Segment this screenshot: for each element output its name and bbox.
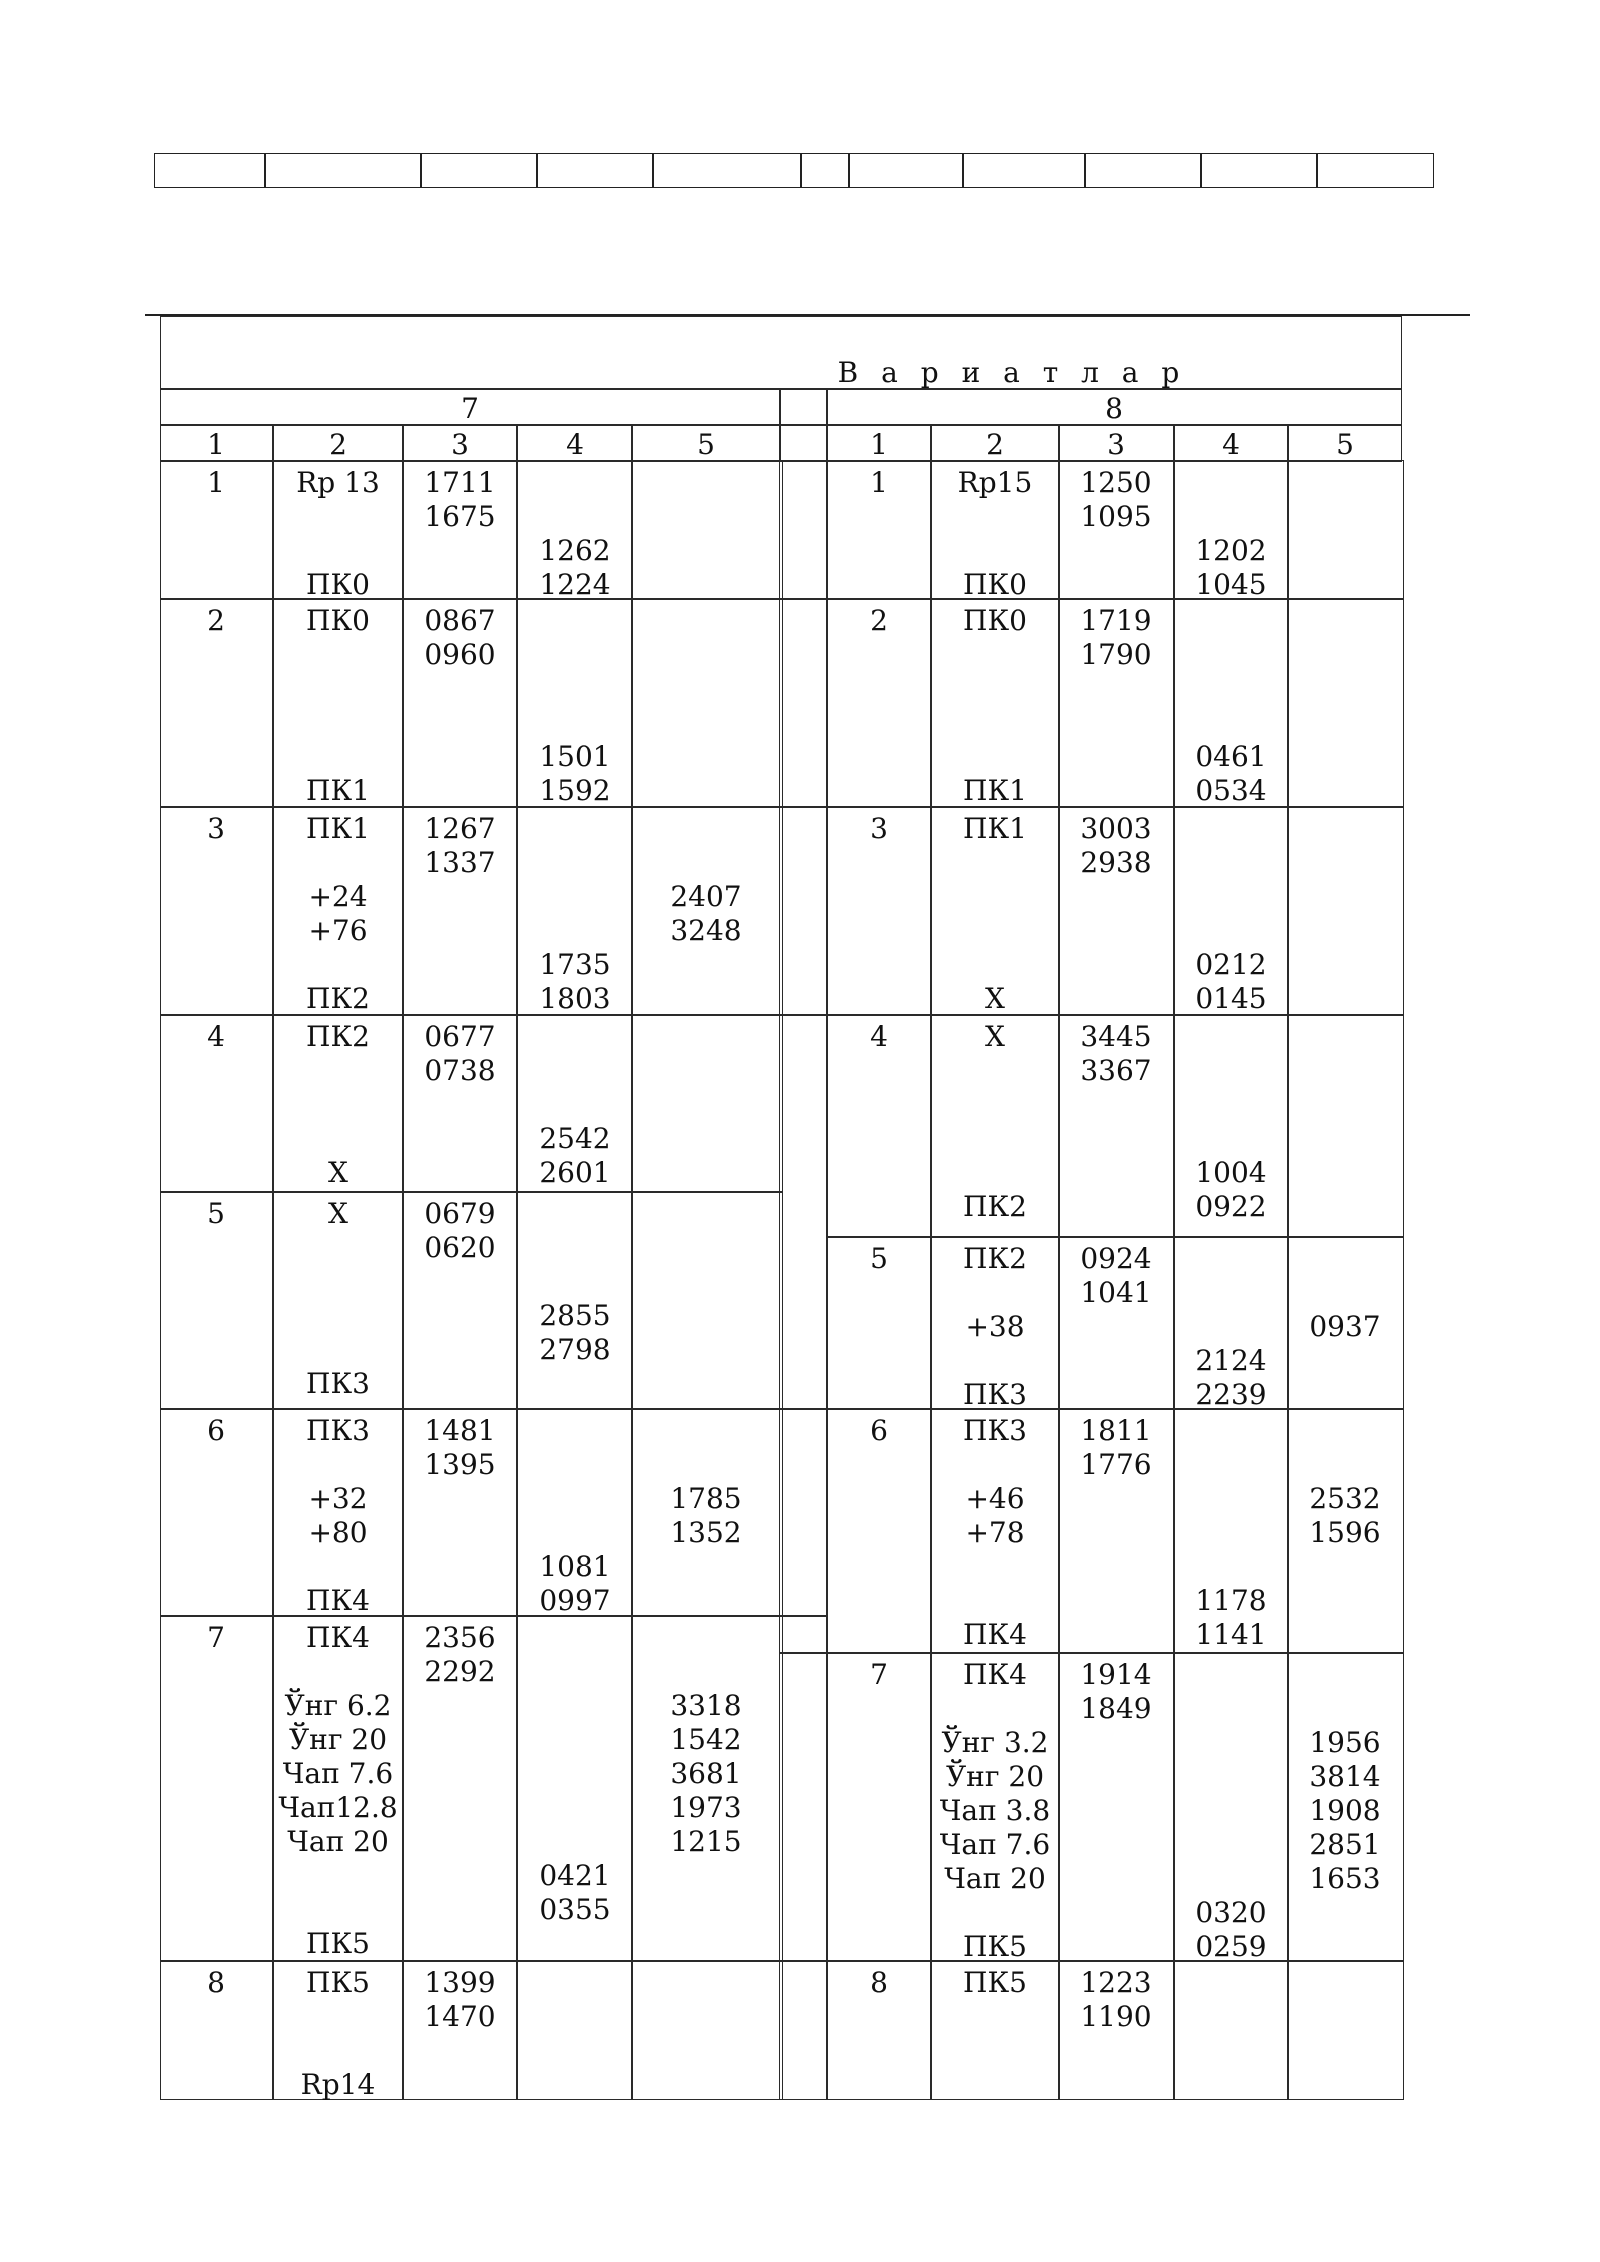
v7-cell-value: 1675 [424,500,496,533]
col-header: 3 [451,428,469,461]
v8-cell-value: Чап 3.8 [939,1794,1051,1827]
v7-cell-value: Чап 20 [287,1825,389,1858]
v7-cell-value: 2542 [539,1122,611,1155]
v7-row-8-cell [631,1960,783,2100]
v7-row-number: 2 [207,604,225,637]
v8-cell-value: ПК4 [963,1618,1027,1651]
v8-row-number: 2 [870,604,888,637]
gap-cell [779,1615,828,1654]
v8-cell-value: ПК3 [963,1378,1027,1411]
v7-cell-value: 1735 [539,948,611,981]
v8-cell-value: 1596 [1309,1516,1381,1549]
v7-cell-value: Rp 13 [296,466,380,499]
v7-cell-value: 2601 [539,1156,611,1189]
v8-cell-value: 3814 [1309,1760,1381,1793]
gap-cell [779,1408,828,1617]
v7-cell-value: 1395 [424,1448,496,1481]
v7-cell-value: 2407 [670,880,742,913]
v7-cell-value: ПК3 [306,1414,370,1447]
v8-row-number: 5 [870,1242,888,1275]
v7-row-number: 7 [207,1621,225,1654]
v7-cell-value: 2292 [424,1655,496,1688]
v7-cell-value: 0867 [424,604,496,637]
v7-cell-value: 1399 [424,1966,496,1999]
col-header: 5 [1336,428,1354,461]
v7-cell-value: 0355 [539,1893,611,1926]
variant-8-label: 8 [1105,392,1123,425]
gap-cell [779,598,828,808]
gap-cell [779,1014,828,1410]
col-header: 2 [329,428,347,461]
v8-cell-value: ПК2 [963,1242,1027,1275]
v7-cell-value: 1352 [670,1516,742,1549]
v7-cell-value: ПК5 [306,1966,370,1999]
v8-cell-value: 1776 [1080,1448,1152,1481]
v7-cell-value: 3318 [670,1689,742,1722]
v7-cell-value: 3681 [670,1757,742,1790]
v8-cell-value: 2532 [1309,1482,1381,1515]
v7-row-number: 4 [207,1020,225,1053]
v8-cell-value: ПК1 [963,774,1027,807]
v7-row-number: 5 [207,1197,225,1230]
v8-cell-value: 2938 [1080,846,1152,879]
v7-cell-value: 1973 [670,1791,742,1824]
v7-cell-value: 1481 [424,1414,496,1447]
v7-row-7-cell [160,1615,274,1962]
v7-row-number: 8 [207,1966,225,1999]
v8-cell-value: X [985,982,1005,1015]
v7-row-4-cell [631,1014,783,1193]
v7-cell-value: 0997 [539,1584,611,1617]
v8-cell-value: 0212 [1195,948,1267,981]
v8-row-8-cell [1173,1960,1289,2100]
col-header: 1 [207,428,225,461]
v7-cell-value: 0738 [424,1054,496,1087]
v8-cell-value: 1202 [1195,534,1267,567]
gap-cell [779,460,828,600]
col-header: 3 [1107,428,1125,461]
v7-cell-value: 1215 [670,1825,742,1858]
v7-cell-value: ПК2 [306,982,370,1015]
v7-cell-value: 1337 [424,846,496,879]
v8-cell-value: 1250 [1080,466,1152,499]
v7-cell-value: 1470 [424,2000,496,2033]
gap-cell [779,388,828,426]
v7-cell-value: 3248 [670,914,742,947]
v8-row-number: 7 [870,1658,888,1691]
v8-row-8-cell [1287,1960,1404,2100]
v8-row-number: 6 [870,1414,888,1447]
v7-cell-value: +32 [308,1482,368,1515]
v8-cell-value: 2124 [1195,1344,1267,1377]
gap-cell [779,424,828,462]
v8-cell-value: Ўнг 20 [945,1760,1045,1793]
v7-cell-value: ПК4 [306,1621,370,1654]
v8-cell-value: ПК0 [963,604,1027,637]
v7-cell-value: 0620 [424,1231,496,1264]
v7-cell-value: ПК3 [306,1367,370,1400]
v7-cell-value: Чап 7.6 [282,1757,394,1790]
v7-cell-value: 1081 [539,1550,611,1583]
v8-cell-value: 3445 [1080,1020,1152,1053]
v8-cell-value: 1004 [1195,1156,1267,1189]
v7-row-number: 6 [207,1414,225,1447]
v8-cell-value: 1653 [1309,1862,1381,1895]
v8-cell-value: 1045 [1195,568,1267,601]
v8-cell-value: Чап 20 [944,1862,1046,1895]
v7-cell-value: ПК4 [306,1584,370,1617]
v8-row-number: 8 [870,1966,888,1999]
v7-cell-value: 0679 [424,1197,496,1230]
v8-cell-value: ПК0 [963,568,1027,601]
v8-cell-value: 2851 [1309,1828,1381,1861]
v8-cell-value: 1178 [1195,1584,1267,1617]
v8-cell-value: ПК1 [963,812,1027,845]
v7-cell-value: 2356 [424,1621,496,1654]
v7-cell-value: ПК5 [306,1927,370,1960]
v8-cell-value: 0320 [1195,1896,1267,1929]
v8-cell-value: ПК2 [963,1190,1027,1223]
v7-cell-value: 1803 [539,982,611,1015]
v7-cell-value: 1592 [539,774,611,807]
gap-cell [779,1652,828,1962]
v7-cell-value: X [328,1197,348,1230]
v7-cell-value: 1262 [539,534,611,567]
variant-7-label: 7 [461,392,479,425]
v8-row-4-cell [1287,1014,1404,1238]
col-header: 1 [870,428,888,461]
v7-cell-value: 2798 [539,1333,611,1366]
v8-cell-value: 0461 [1195,740,1267,773]
v8-row-3-cell [1287,806,1404,1016]
v7-cell-value: 0960 [424,638,496,671]
v7-cell-value: 0421 [539,1859,611,1892]
table-title: В а р и а т л а р [837,356,1187,389]
v8-cell-value: 1811 [1080,1414,1152,1447]
v7-cell-value: 1501 [539,740,611,773]
v7-cell-value: 0677 [424,1020,496,1053]
v8-cell-value: 1719 [1080,604,1152,637]
col-header: 4 [1222,428,1240,461]
v8-cell-value: 3003 [1080,812,1152,845]
v8-row-2-cell [1287,598,1404,808]
v8-cell-value: 1956 [1309,1726,1381,1759]
v8-cell-value: 1849 [1080,1692,1152,1725]
v7-cell-value: 2855 [539,1299,611,1332]
v7-row-8-cell [516,1960,633,2100]
v8-row-1-cell [1287,460,1404,600]
v7-row-2-cell [631,598,783,808]
v8-cell-value: 1914 [1080,1658,1152,1691]
v7-cell-value: ПК0 [306,604,370,637]
v8-cell-value: 0937 [1309,1310,1381,1343]
v8-cell-value: 0534 [1195,774,1267,807]
v7-cell-value: Чап12.8 [278,1791,398,1824]
gap-cell [779,806,828,1016]
v8-row-number: 1 [870,466,888,499]
v7-cell-value: +24 [308,880,368,913]
v8-cell-value: 0145 [1195,982,1267,1015]
v8-row-number: 3 [870,812,888,845]
v8-cell-value: 1790 [1080,638,1152,671]
v8-cell-value: +46 [965,1482,1025,1515]
v8-row-number: 4 [870,1020,888,1053]
v7-row-number: 1 [207,466,225,499]
v8-cell-value: ПК5 [963,1966,1027,1999]
v7-cell-value: Rp14 [300,2068,376,2101]
v8-cell-value: +78 [965,1516,1025,1549]
v8-cell-value: 0922 [1195,1190,1267,1223]
col-header: 5 [697,428,715,461]
v7-cell-value: ПК1 [306,812,370,845]
col-header: 4 [566,428,584,461]
v8-cell-value: X [985,1020,1005,1053]
v8-cell-value: 1223 [1080,1966,1152,1999]
v8-cell-value: ПК3 [963,1414,1027,1447]
v7-cell-value: ПК1 [306,774,370,807]
v7-cell-value: ПК0 [306,568,370,601]
v8-cell-value: Rp15 [957,466,1033,499]
v8-cell-value: 0924 [1080,1242,1152,1275]
v7-cell-value: 1711 [424,466,496,499]
v8-cell-value: +38 [965,1310,1025,1343]
v7-cell-value: ПК2 [306,1020,370,1053]
v7-cell-value: +76 [308,914,368,947]
v8-cell-value: 1190 [1080,2000,1152,2033]
v7-cell-value: X [328,1156,348,1189]
col-header: 2 [986,428,1004,461]
v8-cell-value: 1041 [1080,1276,1152,1309]
table-title-cell [160,316,1402,390]
v8-cell-value: 0259 [1195,1930,1267,1963]
v7-cell-value: 1224 [539,568,611,601]
v8-row-7-cell [826,1652,932,1962]
v7-cell-value: 1267 [424,812,496,845]
v7-row-number: 3 [207,812,225,845]
v8-cell-value: 1141 [1195,1618,1267,1651]
v7-cell-value: Ўнг 20 [288,1723,388,1756]
v7-row-5-cell [631,1191,783,1410]
v7-cell-value: 1785 [670,1482,742,1515]
v8-cell-value: 3367 [1080,1054,1152,1087]
v8-cell-value: ПК5 [963,1930,1027,1963]
v8-cell-value: 2239 [1195,1378,1267,1411]
v8-cell-value: Чап 7.6 [939,1828,1051,1861]
v7-row-1-cell [631,460,783,600]
v7-cell-value: Ўнг 6.2 [284,1689,392,1722]
v7-cell-value: 1542 [670,1723,742,1756]
v8-cell-value: ПК4 [963,1658,1027,1691]
v8-cell-value: 1908 [1309,1794,1381,1827]
gap-cell [779,1960,828,2100]
v8-cell-value: Ўнг 3.2 [941,1726,1049,1759]
v8-cell-value: 1095 [1080,500,1152,533]
v7-cell-value: +80 [308,1516,368,1549]
